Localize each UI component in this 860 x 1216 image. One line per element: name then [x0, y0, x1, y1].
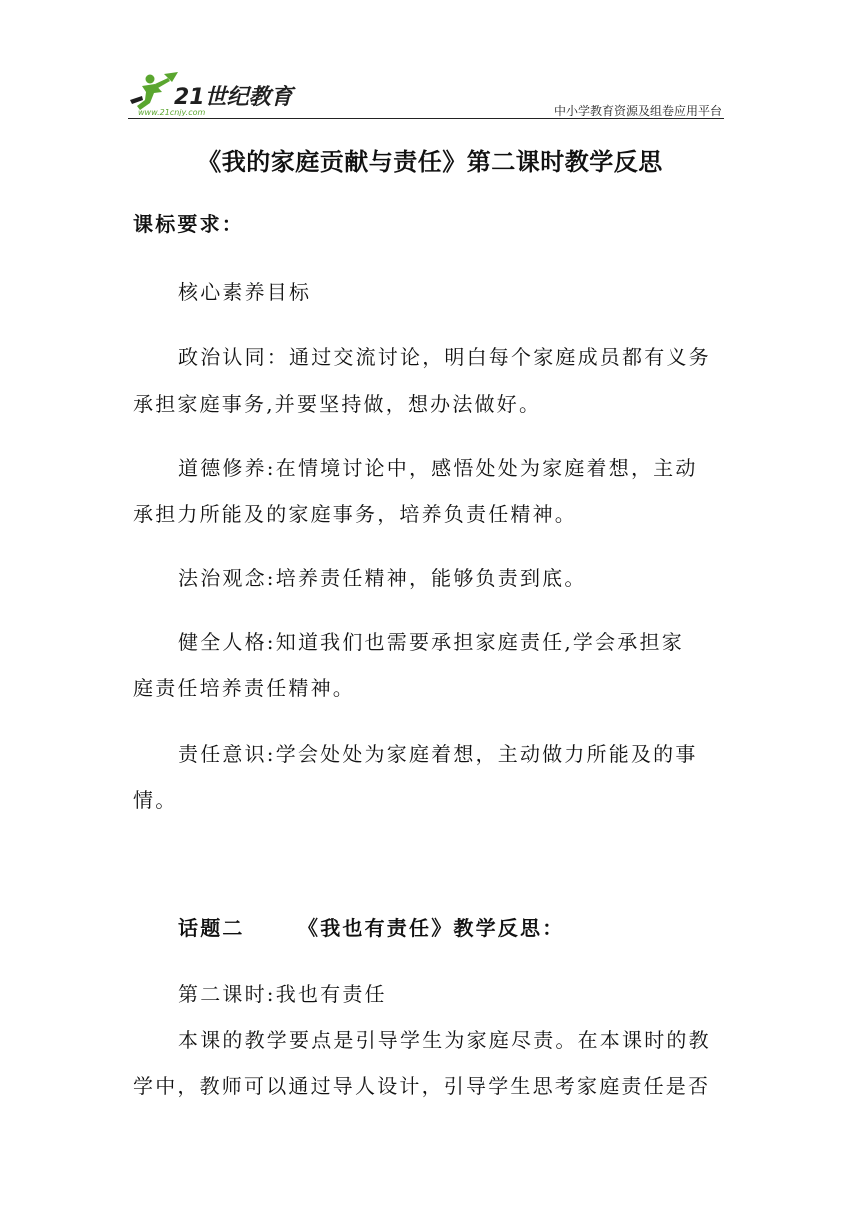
paragraph-line: 核心素养目标: [178, 280, 312, 304]
lesson-line: 本课的教学要点是引导学生为家庭尽责。在本课时的教: [178, 1028, 711, 1052]
paragraph-line: 情。: [133, 788, 178, 812]
page-header: [128, 66, 724, 118]
paragraph-line: 庭责任培养责任精神。: [133, 676, 355, 700]
paragraph-line: 健全人格:知道我们也需要承担家庭责任,学会承担家: [178, 630, 684, 654]
lesson-line: 学中，教师可以通过导人设计，引导学生思考家庭责任是否: [133, 1074, 711, 1098]
paragraph-line: 责任意识:学会处处为家庭着想，主动做力所能及的事: [178, 742, 698, 766]
header-divider: [128, 118, 724, 119]
svg-text:21世纪教育: 21世纪教育: [174, 85, 293, 110]
paragraph-line: 承担家庭事务,并要坚持做，想办法做好。: [133, 392, 542, 416]
paragraph-line: 道德修养:在情境讨论中，感悟处处为家庭着想，主动: [178, 456, 698, 480]
document-title: 《我的家庭贡献与责任》第二课时教学反思: [197, 147, 663, 176]
section-heading: 课标要求：: [133, 212, 244, 236]
paragraph-line: 政治认同：通过交流讨论，明白每个家庭成员都有义务: [178, 345, 711, 369]
paragraph-line: 法治观念:培养责任精神，能够负责到底。: [178, 566, 587, 590]
topic-heading-title: 《我也有责任》教学反思：: [298, 916, 565, 940]
topic-heading-label: 话题二: [178, 916, 245, 940]
paragraph-line: 承担力所能及的家庭事务，培养负责任精神。: [133, 502, 577, 526]
svg-text:www.21cnjy.com: www.21cnjy.com: [138, 108, 206, 116]
lesson-line: 第二课时:我也有责任: [178, 982, 387, 1006]
21cnjy-logo: [128, 70, 298, 116]
platform-tagline: 中小学教育资源及组卷应用平台: [553, 104, 722, 118]
